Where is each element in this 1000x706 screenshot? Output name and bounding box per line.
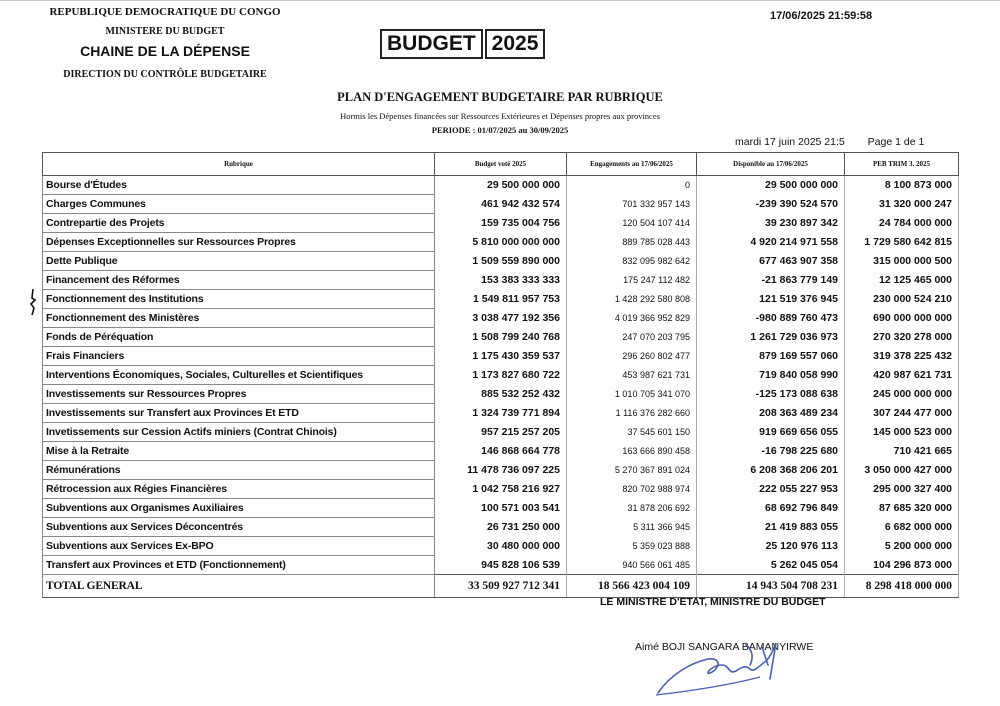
- row-budget: 29 500 000 000: [435, 176, 567, 195]
- row-peb: 1 729 580 642 815: [845, 233, 959, 252]
- row-engagements: 1 010 705 341 070: [567, 385, 697, 404]
- row-engagements: 889 785 028 443: [567, 233, 697, 252]
- report-title: PLAN D'ENGAGEMENT BUDGETAIRE PAR RUBRIQUE: [337, 90, 663, 104]
- row-peb: 3 050 000 427 000: [845, 461, 959, 480]
- print-date: mardi 17 juin 2025 21:5: [735, 136, 845, 148]
- row-engagements: 5 270 367 891 024: [567, 461, 697, 480]
- row-rubrique: Subventions aux Services Déconcentrés: [43, 518, 435, 537]
- table-row: [43, 518, 959, 537]
- row-rubrique: Charges Communes: [43, 195, 435, 214]
- minister-title: LE MINISTRE D'ETAT, MINISTRE DU BUDGET: [600, 596, 826, 608]
- row-peb: 6 682 000 000: [845, 518, 959, 537]
- row-disponible: 25 120 976 113: [697, 537, 845, 556]
- handwritten-signature-icon: [650, 635, 800, 706]
- row-engagements: 453 987 621 731: [567, 366, 697, 385]
- signatory-name: Aimé BOJI SANGARA BAMANYIRWE: [635, 641, 814, 653]
- table-row: [43, 385, 959, 404]
- table-row: [43, 404, 959, 423]
- row-engagements: 5 359 023 888: [567, 537, 697, 556]
- row-peb: 315 000 000 500: [845, 252, 959, 271]
- col-header-engagements: Engagements au 17/06/2025: [567, 153, 697, 176]
- budget-badge: [380, 29, 547, 59]
- row-disponible: 919 669 656 055: [697, 423, 845, 442]
- row-peb: 230 000 524 210: [845, 290, 959, 309]
- table-row: [43, 309, 959, 328]
- col-header-disponible: Disponible au 17/06/2025: [697, 153, 845, 176]
- budget-year: 2025: [485, 29, 546, 59]
- row-disponible: 677 463 907 358: [697, 252, 845, 271]
- row-peb: 104 296 873 000: [845, 556, 959, 575]
- table-row: [43, 252, 959, 271]
- print-info: [735, 136, 944, 148]
- table-header-row: [43, 153, 959, 176]
- row-disponible: 29 500 000 000: [697, 176, 845, 195]
- row-engagements: 247 070 203 795: [567, 328, 697, 347]
- row-budget: 3 038 477 192 356: [435, 309, 567, 328]
- col-header-rubrique: Rubrique: [43, 153, 435, 176]
- row-rubrique: Transfert aux Provinces et ETD (Fonctionnement): [43, 556, 435, 575]
- row-budget: 159 735 004 756: [435, 214, 567, 233]
- row-engagements: 120 504 107 414: [567, 214, 697, 233]
- total-label: TOTAL GENERAL: [43, 575, 435, 598]
- row-disponible: 222 055 227 953: [697, 480, 845, 499]
- row-peb: 319 378 225 432: [845, 347, 959, 366]
- row-disponible: 208 363 489 234: [697, 404, 845, 423]
- row-disponible: 5 262 045 054: [697, 556, 845, 575]
- row-budget: 146 868 664 778: [435, 442, 567, 461]
- table-row: [43, 442, 959, 461]
- row-budget: 5 810 000 000 000: [435, 233, 567, 252]
- row-budget: 30 480 000 000: [435, 537, 567, 556]
- row-engagements: 1 428 292 580 808: [567, 290, 697, 309]
- budget-table: [42, 152, 959, 598]
- row-rubrique: Rémunérations: [43, 461, 435, 480]
- row-engagements: 940 566 061 485: [567, 556, 697, 575]
- report-period: PERIODE : 01/07/2025 au 30/09/2025: [431, 125, 569, 135]
- total-disponible: 14 943 504 708 231: [697, 575, 845, 598]
- row-disponible: 879 169 557 060: [697, 347, 845, 366]
- row-engagements: 296 260 802 477: [567, 347, 697, 366]
- table-row: [43, 499, 959, 518]
- table-row: [43, 214, 959, 233]
- row-peb: 12 125 465 000: [845, 271, 959, 290]
- row-rubrique: Fonds de Péréquation: [43, 328, 435, 347]
- table-row: [43, 290, 959, 309]
- top-border: [0, 0, 1000, 1]
- row-peb: 8 100 873 000: [845, 176, 959, 195]
- row-peb: 270 320 278 000: [845, 328, 959, 347]
- table-row: [43, 176, 959, 195]
- direction-name: DIRECTION DU CONTRÔLE BUDGETAIRE: [63, 69, 267, 80]
- row-budget: 1 175 430 359 537: [435, 347, 567, 366]
- table-row: [43, 537, 959, 556]
- table-row: [43, 233, 959, 252]
- row-engagements: 0: [567, 176, 697, 195]
- col-header-budget: Budget voté 2025: [435, 153, 567, 176]
- report-datetime: 17/06/2025 21:59:58: [770, 10, 873, 22]
- row-budget: 26 731 250 000: [435, 518, 567, 537]
- row-rubrique: Rétrocession aux Régies Financières: [43, 480, 435, 499]
- row-budget: 885 532 252 432: [435, 385, 567, 404]
- row-rubrique: Invetissements sur Cession Actifs miniers (Contrat Chinois): [43, 423, 435, 442]
- row-budget: 1 509 559 890 000: [435, 252, 567, 271]
- row-rubrique: Frais Financiers: [43, 347, 435, 366]
- row-engagements: 175 247 112 482: [567, 271, 697, 290]
- row-peb: 420 987 621 731: [845, 366, 959, 385]
- total-peb: 8 298 418 000 000: [845, 575, 959, 598]
- row-disponible: -16 798 225 680: [697, 442, 845, 461]
- table-row: [43, 423, 959, 442]
- row-budget: 945 828 106 539: [435, 556, 567, 575]
- row-engagements: 701 332 957 143: [567, 195, 697, 214]
- report-subtitle: Hormis les Dépenses financées sur Ressources Extérieures et Dépenses propres aux provinces: [340, 111, 660, 121]
- row-rubrique: Investissements sur Transfert aux Provinces Et ETD: [43, 404, 435, 423]
- row-rubrique: Financement des Réformes: [43, 271, 435, 290]
- row-rubrique: Investissements sur Ressources Propres: [43, 385, 435, 404]
- ministry-name: MINISTERE DU BUDGET: [105, 26, 225, 37]
- row-disponible: 719 840 058 990: [697, 366, 845, 385]
- row-rubrique: Contrepartie des Projets: [43, 214, 435, 233]
- row-disponible: 4 920 214 971 558: [697, 233, 845, 252]
- row-disponible: -980 889 760 473: [697, 309, 845, 328]
- republic-name: REPUBLIQUE DEMOCRATIQUE DU CONGO: [49, 6, 281, 18]
- margin-mark-icon: [28, 288, 38, 321]
- table-body: [43, 176, 959, 598]
- row-engagements: 832 095 982 642: [567, 252, 697, 271]
- table-row: [43, 480, 959, 499]
- row-peb: 24 784 000 000: [845, 214, 959, 233]
- row-engagements: 1 116 376 282 660: [567, 404, 697, 423]
- row-budget: 100 571 003 541: [435, 499, 567, 518]
- row-rubrique: Subventions aux Organismes Auxiliaires: [43, 499, 435, 518]
- row-rubrique: Fonctionnement des Ministères: [43, 309, 435, 328]
- row-rubrique: Fonctionnement des Institutions: [43, 290, 435, 309]
- row-disponible: -125 173 088 638: [697, 385, 845, 404]
- table-row: [43, 328, 959, 347]
- row-budget: 957 215 257 205: [435, 423, 567, 442]
- row-budget: 11 478 736 097 225: [435, 461, 567, 480]
- row-engagements: 4 019 366 952 829: [567, 309, 697, 328]
- total-budget: 33 509 927 712 341: [435, 575, 567, 598]
- table-row: [43, 195, 959, 214]
- row-peb: 31 320 000 247: [845, 195, 959, 214]
- row-engagements: 31 878 206 692: [567, 499, 697, 518]
- row-budget: 1 549 811 957 753: [435, 290, 567, 309]
- row-disponible: 68 692 796 849: [697, 499, 845, 518]
- table-row: [43, 461, 959, 480]
- row-engagements: 820 702 988 974: [567, 480, 697, 499]
- row-disponible: -21 863 779 149: [697, 271, 845, 290]
- row-disponible: 1 261 729 036 973: [697, 328, 845, 347]
- row-rubrique: Dette Publique: [43, 252, 435, 271]
- row-peb: 710 421 665: [845, 442, 959, 461]
- row-disponible: 6 208 368 206 201: [697, 461, 845, 480]
- chain-name: CHAINE DE LA DÉPENSE: [80, 43, 250, 59]
- row-rubrique: Dépenses Exceptionnelles sur Ressources Propres: [43, 233, 435, 252]
- row-peb: 307 244 477 000: [845, 404, 959, 423]
- row-peb: 245 000 000 000: [845, 385, 959, 404]
- row-disponible: 39 230 897 342: [697, 214, 845, 233]
- row-engagements: 163 666 890 458: [567, 442, 697, 461]
- row-budget: 1 324 739 771 894: [435, 404, 567, 423]
- row-budget: 461 942 432 574: [435, 195, 567, 214]
- row-engagements: 37 545 601 150: [567, 423, 697, 442]
- row-peb: 5 200 000 000: [845, 537, 959, 556]
- row-peb: 295 000 327 400: [845, 480, 959, 499]
- total-row: [43, 575, 959, 598]
- row-disponible: 21 419 883 055: [697, 518, 845, 537]
- row-engagements: 5 311 366 945: [567, 518, 697, 537]
- row-budget: 1 508 799 240 768: [435, 328, 567, 347]
- row-rubrique: Mise à la Retraite: [43, 442, 435, 461]
- page-number: Page 1 de 1: [867, 136, 925, 148]
- row-budget: 1 173 827 680 722: [435, 366, 567, 385]
- row-rubrique: Subventions aux Services Ex-BPO: [43, 537, 435, 556]
- col-header-peb: PEB TRIM 3. 2025: [845, 153, 959, 176]
- row-budget: 153 383 333 333: [435, 271, 567, 290]
- total-engagements: 18 566 423 004 109: [567, 575, 697, 598]
- row-budget: 1 042 758 216 927: [435, 480, 567, 499]
- row-peb: 87 685 320 000: [845, 499, 959, 518]
- table-row: [43, 556, 959, 575]
- row-peb: 145 000 523 000: [845, 423, 959, 442]
- row-disponible: 121 519 376 945: [697, 290, 845, 309]
- row-rubrique: Interventions Économiques, Sociales, Culturelles et Scientifiques: [43, 366, 435, 385]
- header-left: [30, 6, 300, 80]
- budget-word: BUDGET: [380, 29, 483, 59]
- table-row: [43, 366, 959, 385]
- row-rubrique: Bourse d'Études: [43, 176, 435, 195]
- table-row: [43, 347, 959, 366]
- table-row: [43, 271, 959, 290]
- row-disponible: -239 390 524 570: [697, 195, 845, 214]
- row-peb: 690 000 000 000: [845, 309, 959, 328]
